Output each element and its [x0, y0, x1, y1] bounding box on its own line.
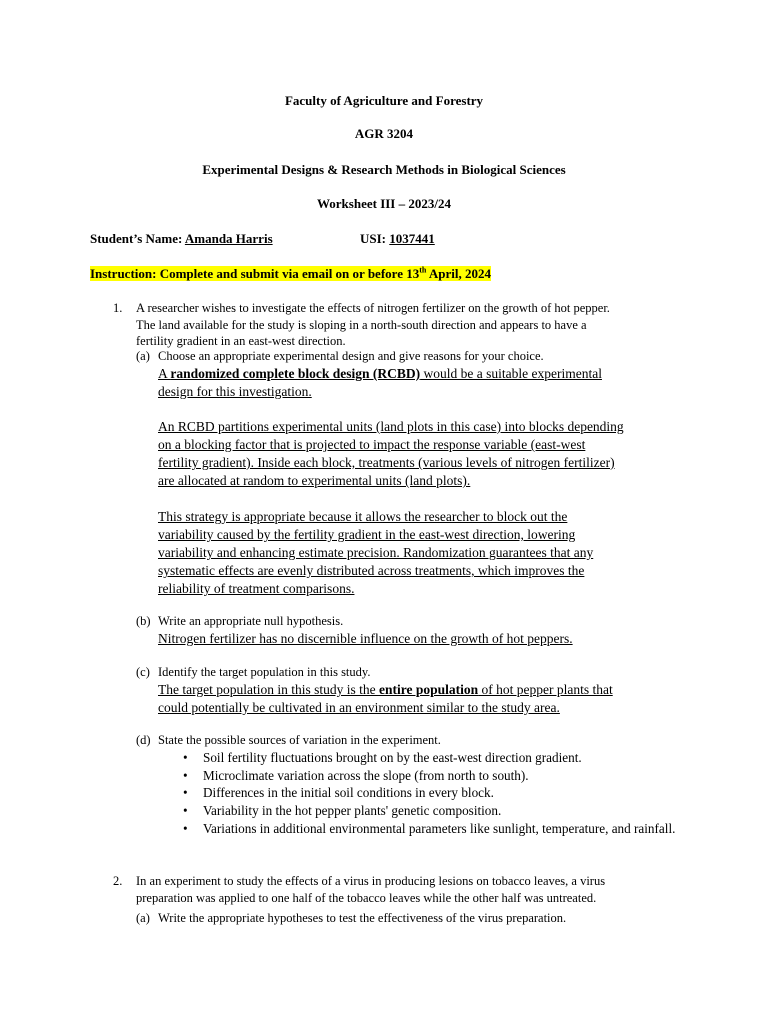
course-title: Experimental Designs & Research Methods in Biological Sciences [202, 162, 566, 177]
instruction-date: April, 2024 [426, 266, 491, 281]
q1a-label: (a) [136, 349, 150, 363]
q2-stem [136, 873, 605, 906]
q1a-answer-line: This strategy is appropriate because it allows the researcher to block out the [158, 509, 568, 524]
q2-number: 2. [113, 874, 123, 888]
list-item [183, 820, 683, 838]
bullet-icon: • [183, 785, 188, 801]
list-item-text: Variability in the hot pepper plants' genetic composition. [203, 803, 502, 819]
answer-text: of hot pepper plants that [478, 682, 613, 697]
list-item-text: Microclimate variation across the slope (from north to south). [203, 767, 529, 783]
q1a-answer-p3 [158, 508, 593, 598]
entire-population-term: entire population [378, 682, 479, 697]
q1a-question: Choose an appropriate experimental design and give reasons for your choice. [158, 349, 544, 363]
q1a-answer-line: An RCBD partitions experimental units (land plots in this case) into blocks depending [158, 419, 624, 434]
q1d-question: State the possible sources of variation in the experiment. [158, 733, 441, 747]
q1-stem-line: The land available for the study is sloping in a north-south direction and appears to have a [136, 317, 587, 332]
instruction [90, 265, 491, 282]
q2a-question: Write the appropriate hypotheses to test the effectiveness of the virus preparation. [158, 911, 567, 925]
usi-label: USI: [360, 231, 387, 246]
q1d-bullet-list [183, 749, 683, 838]
q2-stem-line: preparation was applied to one half of the tobacco leaves while the other half was untreated. [136, 890, 597, 905]
student-name-value: Amanda Harris [184, 231, 273, 246]
q1c-answer-line [158, 681, 613, 699]
q1c-label: (c) [136, 665, 150, 679]
q2a-label: (a) [136, 911, 150, 925]
q2-stem-line: In an experiment to study the effects of a virus in producing lesions on tobacco leaves, a virus [136, 874, 606, 888]
list-item [183, 767, 683, 785]
list-item [183, 784, 683, 802]
q1b-question: Write an appropriate null hypothesis. [158, 614, 344, 628]
q1c-question: Identify the target population in this study. [158, 665, 371, 679]
q1a-answer-line [158, 365, 602, 383]
list-item [183, 749, 683, 767]
q1b-label: (b) [136, 614, 151, 628]
q1a-answer-line: on a blocking factor that is projected to impact the response variable (east-west [158, 437, 586, 452]
instruction-highlight [90, 266, 491, 281]
faculty-heading: Faculty of Agriculture and Forestry [284, 93, 484, 108]
rcbd-term: randomized complete block design (RCBD) [170, 366, 421, 381]
q1b-answer: Nitrogen fertilizer has no discernible influence on the growth of hot peppers. [158, 631, 573, 646]
q1a-answer-line: design for this investigation. [158, 384, 312, 399]
q1a-answer-line: are allocated at random to experimental units (land plots). [158, 473, 471, 488]
student-info [90, 231, 273, 247]
answer-text: The target population in this study is the [158, 682, 379, 697]
q1a-answer-p2 [158, 418, 624, 490]
list-item-text: Variations in additional environmental parameters like sunlight, temperature, and rainfall. [203, 820, 676, 836]
q1a-answer-line: variability caused by the fertility gradient in the east-west direction, lowering [158, 527, 576, 542]
bullet-icon: • [183, 803, 188, 819]
q1-stem-line: A researcher wishes to investigate the effects of nitrogen fertilizer on the growth of hot pepper. [136, 301, 610, 315]
list-item [183, 802, 683, 820]
answer-text: A [158, 366, 171, 381]
q1c-answer [158, 681, 613, 717]
usi-info [360, 231, 435, 247]
answer-text: would be a suitable experimental [420, 366, 602, 381]
worksheet-title: Worksheet III – 2023/24 [317, 196, 451, 211]
instruction-superscript: th [419, 265, 427, 275]
q1-stem-line: fertility gradient in an east-west direction. [136, 334, 346, 348]
q1-stem [136, 300, 610, 350]
course-code: AGR 3204 [354, 126, 414, 141]
usi-value: 1037441 [389, 231, 435, 246]
q1a-answer-line: reliability of treatment comparisons. [158, 581, 355, 596]
q1-number: 1. [113, 301, 123, 315]
instruction-text: Instruction: Complete and submit via email on or before 13 [90, 266, 420, 281]
list-item-text: Differences in the initial soil conditions in every block. [203, 785, 494, 801]
student-name-label: Student’s Name: [90, 231, 183, 246]
q1a-answer-line: systematic effects are evenly distributed across treatments, which improves the [158, 563, 585, 578]
bullet-icon: • [183, 820, 188, 836]
q1a-answer-p1 [158, 365, 602, 401]
q1a-answer-line: variability and enhancing estimate precision. Randomization guarantees that any [158, 545, 594, 560]
list-item-text: Soil fertility fluctuations brought on by the east-west direction gradient. [203, 750, 582, 765]
bullet-icon: • [183, 750, 188, 765]
q1a-answer-line: fertility gradient). Inside each block, treatments (various levels of nitrogen fertilizer) [158, 455, 615, 470]
q1d-label: (d) [136, 733, 151, 747]
q1c-answer-line: could potentially be cultivated in an environment similar to the study area. [158, 700, 560, 715]
bullet-icon: • [183, 767, 188, 783]
